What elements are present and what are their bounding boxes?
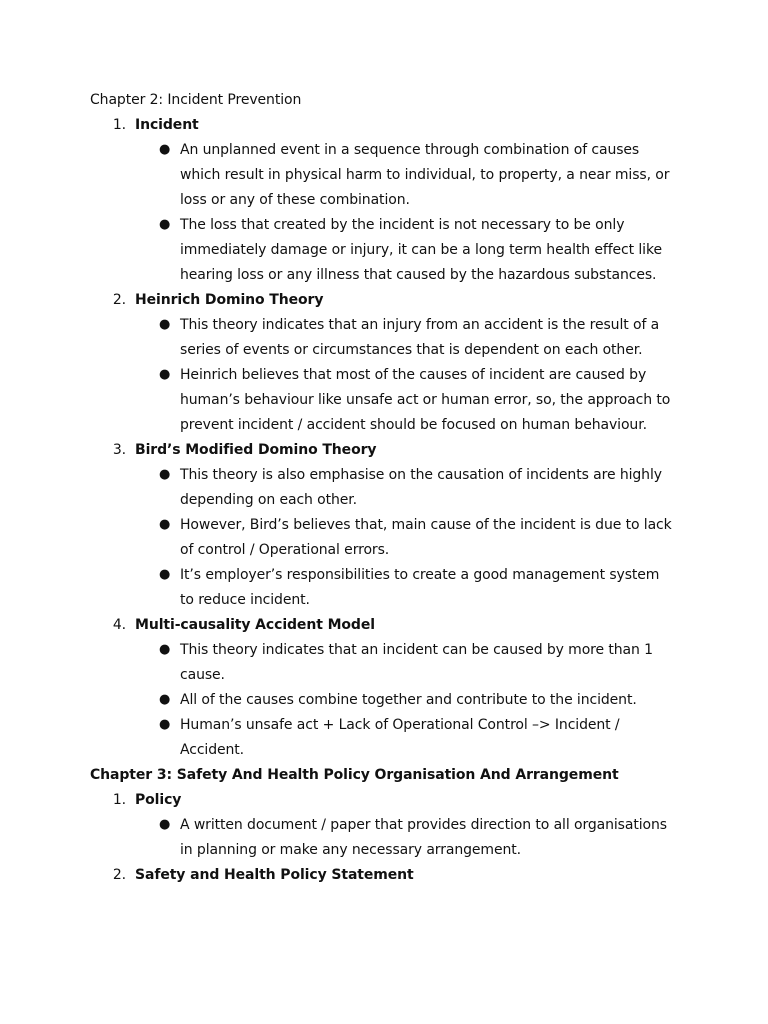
bullet-text-line: immediately damage or injury, it can be a long term health effect like bbox=[180, 242, 662, 258]
list-number: 3. bbox=[112, 442, 126, 458]
bullet-text-line: which result in physical harm to individual, to property, a near miss, or bbox=[180, 167, 670, 183]
bullet-text-line: loss or any of these combination. bbox=[180, 192, 410, 208]
bullet-text-line: in planning or make any necessary arrangement. bbox=[180, 842, 521, 858]
bullet-text-line: Heinrich believes that most of the causes of incident are caused by bbox=[180, 367, 647, 383]
section-heading: Multi-causality Accident Model bbox=[135, 617, 375, 633]
bullet-text-line: to reduce incident. bbox=[180, 592, 310, 608]
bullet-icon: ● bbox=[159, 217, 171, 232]
bullet-text-line: of control / Operational errors. bbox=[180, 542, 390, 558]
bullet-icon: ● bbox=[159, 692, 171, 707]
bullet-text-line: hearing loss or any illness that caused by the hazardous substances. bbox=[180, 267, 657, 283]
bullet-text-line: depending on each other. bbox=[180, 492, 358, 508]
bullet-text-line: The loss that created by the incident is not necessary to be only bbox=[180, 217, 625, 233]
bullet-text-line: However, Bird’s believes that, main cause of the incident is due to lack bbox=[180, 517, 672, 533]
list-number: 2. bbox=[112, 292, 126, 308]
bullet-icon: ● bbox=[159, 567, 171, 582]
bullet-text-line: prevent incident / accident should be focused on human behaviour. bbox=[180, 417, 647, 433]
section-heading: Bird’s Modified Domino Theory bbox=[135, 442, 377, 458]
bullet-icon: ● bbox=[159, 367, 171, 382]
bullet-text-line: A written document / paper that provides direction to all organisations bbox=[180, 817, 667, 833]
list-number: 2. bbox=[112, 867, 126, 883]
bullet-text-line: This theory indicates that an incident can be caused by more than 1 bbox=[180, 642, 653, 658]
chapter-heading: Chapter 2: Incident Prevention bbox=[90, 92, 302, 108]
list-number: 1. bbox=[112, 792, 126, 808]
section-heading: Safety and Health Policy Statement bbox=[135, 867, 414, 883]
bullet-text-line: This theory is also emphasise on the causation of incidents are highly bbox=[180, 467, 662, 483]
bullet-text-line: It’s employer’s responsibilities to create a good management system bbox=[180, 567, 660, 583]
bullet-icon: ● bbox=[159, 717, 171, 732]
list-number: 1. bbox=[112, 117, 126, 133]
section-heading: Policy bbox=[135, 792, 182, 808]
bullet-icon: ● bbox=[159, 317, 171, 332]
bullet-icon: ● bbox=[159, 517, 171, 532]
bullet-text-line: An unplanned event in a sequence through combination of causes bbox=[180, 142, 640, 158]
bullet-text-line: series of events or circumstances that is dependent on each other. bbox=[180, 342, 643, 358]
section-heading: Incident bbox=[135, 117, 199, 133]
section-heading: Heinrich Domino Theory bbox=[135, 292, 324, 308]
bullet-text-line: Human’s unsafe act + Lack of Operational Control –> Incident / bbox=[180, 717, 620, 733]
chapter-heading: Chapter 3: Safety And Health Policy Organisation And Arrangement bbox=[90, 767, 619, 783]
bullet-icon: ● bbox=[159, 467, 171, 482]
bullet-text-line: All of the causes combine together and contribute to the incident. bbox=[180, 692, 637, 708]
bullet-text-line: cause. bbox=[180, 667, 225, 683]
bullet-icon: ● bbox=[159, 642, 171, 657]
bullet-text-line: human’s behaviour like unsafe act or human error, so, the approach to bbox=[180, 392, 671, 408]
bullet-text-line: This theory indicates that an injury from an accident is the result of a bbox=[180, 317, 660, 333]
bullet-icon: ● bbox=[159, 142, 171, 157]
list-number: 4. bbox=[112, 617, 126, 633]
bullet-icon: ● bbox=[159, 817, 171, 832]
bullet-text-line: Accident. bbox=[180, 742, 245, 758]
